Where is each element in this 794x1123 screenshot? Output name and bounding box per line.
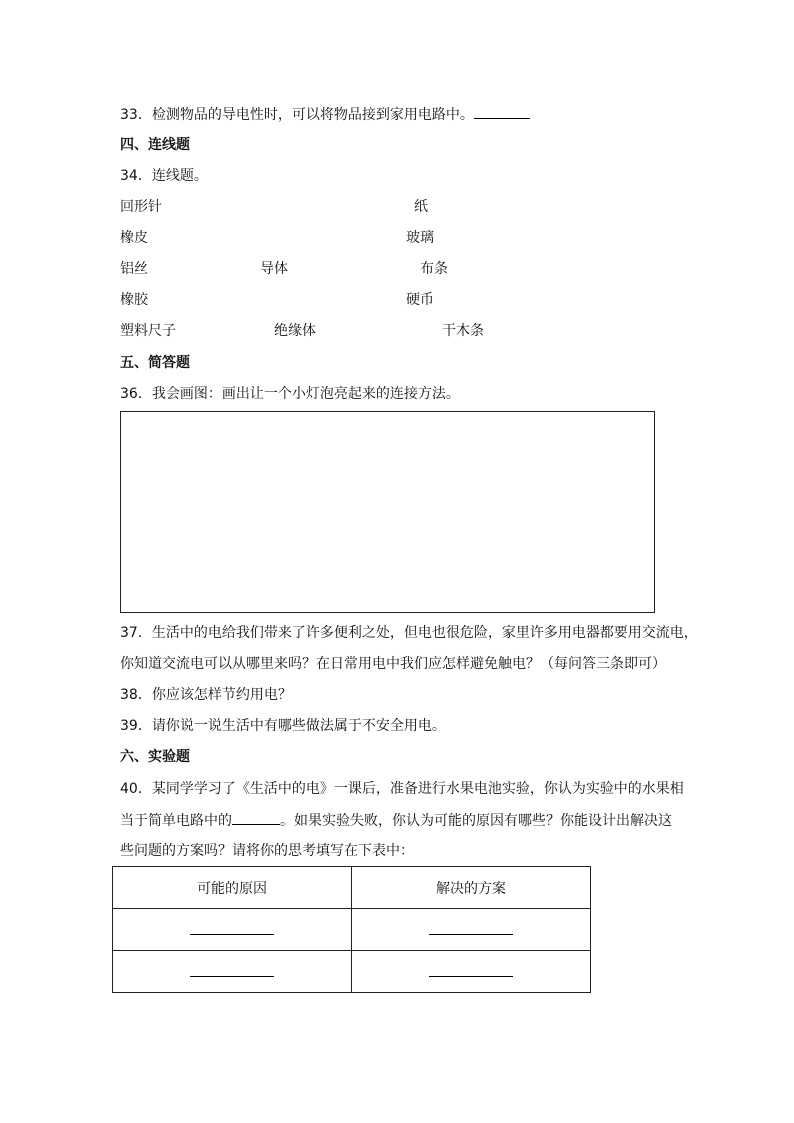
question-40-line-2-end: 。如果实验失败，你认为可能的原因有哪些？你能设计出解决这 bbox=[280, 813, 672, 829]
question-40-line-3: 些问题的方案吗？请将你的思考填写在下表中： bbox=[120, 843, 414, 859]
left-item[interactable]: 橡胶 bbox=[120, 292, 148, 308]
answer-table bbox=[112, 866, 591, 993]
drawing-area[interactable] bbox=[120, 411, 655, 613]
left-item[interactable]: 塑料尺子 bbox=[120, 323, 176, 339]
section-4-title: 四、连线题 bbox=[120, 137, 190, 153]
table-cell bbox=[352, 951, 591, 993]
right-item[interactable]: 干木条 bbox=[442, 323, 484, 339]
question-37-line-2: 你知道交流电可以从哪里来吗？在日常用电中我们应怎样避免触电？（每问答三条即可） bbox=[120, 656, 666, 672]
answer-blank[interactable] bbox=[474, 104, 530, 119]
table-cell bbox=[352, 909, 591, 951]
table-header-row bbox=[113, 867, 591, 909]
right-item[interactable]: 玻璃 bbox=[406, 230, 434, 246]
answer-blank[interactable] bbox=[429, 962, 513, 977]
left-item[interactable]: 回形针 bbox=[120, 199, 162, 215]
middle-item[interactable]: 绝缘体 bbox=[274, 323, 316, 339]
table-header: 可能的原因 bbox=[113, 867, 352, 909]
table-cell bbox=[113, 951, 352, 993]
middle-item[interactable]: 导体 bbox=[260, 261, 288, 277]
right-item[interactable]: 布条 bbox=[420, 261, 448, 277]
right-item[interactable]: 纸 bbox=[414, 199, 428, 215]
question-40-line-1: 40．某同学学习了《生活中的电》一课后，准备进行水果电池实验，你认为实验中的水果相 bbox=[120, 781, 684, 797]
table-header: 解决的方案 bbox=[352, 867, 591, 909]
question-33-text: 33．检测物品的导电性时，可以将物品接到家用电路中。 bbox=[120, 107, 474, 123]
answer-blank[interactable] bbox=[429, 920, 513, 935]
question-39-text: 39．请你说一说生活中有哪些做法属于不安全用电。 bbox=[120, 718, 446, 734]
left-item[interactable]: 橡皮 bbox=[120, 230, 148, 246]
question-38-text: 38．你应该怎样节约用电？ bbox=[120, 687, 292, 703]
table-row bbox=[113, 951, 591, 993]
question-37-line-1: 37．生活中的电给我们带来了许多便利之处，但电也很危险，家里许多用电器都要用交流电， bbox=[120, 625, 698, 641]
left-item[interactable]: 铝丝 bbox=[120, 261, 148, 277]
section-6-title: 六、实验题 bbox=[120, 749, 190, 765]
table-cell bbox=[113, 909, 352, 951]
question-34-text: 34．连线题。 bbox=[120, 168, 208, 184]
question-40-line-2-start: 当于简单电路中的 bbox=[120, 813, 232, 829]
answer-blank[interactable] bbox=[232, 810, 280, 825]
right-item[interactable]: 硬币 bbox=[406, 292, 434, 308]
question-33 bbox=[120, 104, 530, 125]
answer-blank[interactable] bbox=[190, 962, 274, 977]
answer-blank[interactable] bbox=[190, 920, 274, 935]
section-5-title: 五、简答题 bbox=[120, 355, 190, 371]
question-40-line-2 bbox=[120, 810, 672, 831]
question-36-text: 36．我会画图：画出让一个小灯泡亮起来的连接方法。 bbox=[120, 386, 460, 402]
table-row bbox=[113, 909, 591, 951]
